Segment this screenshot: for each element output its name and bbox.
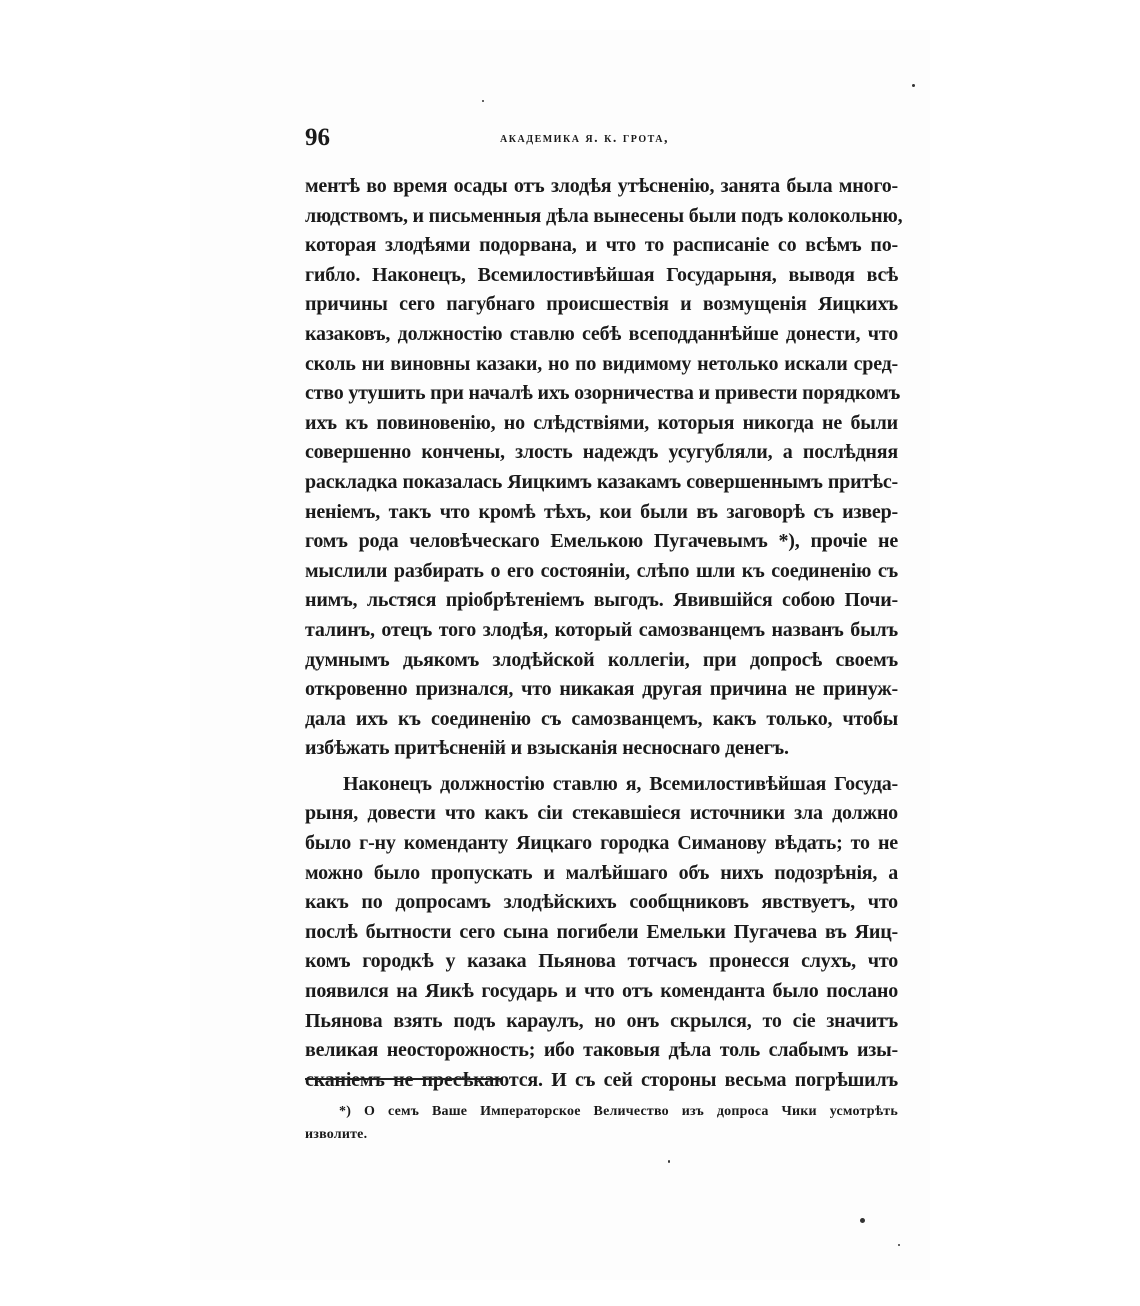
scan-speck bbox=[912, 84, 915, 87]
text-line: Пьянова взять подъ караулъ, но онъ скрылся, то сіе значитъ bbox=[305, 1009, 898, 1032]
text-line: нимъ, льстяся пріобрѣтеніемъ выгодъ. Явившійся собою Почи- bbox=[305, 589, 898, 612]
text-line: появился на Яикѣ государь и что отъ коменданта было послано bbox=[305, 980, 898, 1003]
paragraph-2 bbox=[305, 770, 898, 1096]
text-line: комъ городкѣ у казака Пьянова тотчасъ пронесся слухъ, что bbox=[305, 950, 898, 973]
text-line: можно было пропускать и малѣйшаго объ нихъ подозрѣнія, а bbox=[305, 861, 898, 884]
text-line: неніемъ, такъ что кромѣ тѣхъ, кои были въ заговорѣ съ извер- bbox=[305, 500, 898, 523]
text-line: совершенно кончены, злость надеждъ усугубляли, а послѣдняя bbox=[305, 441, 898, 464]
footnote-line: изволите. bbox=[305, 1127, 368, 1142]
text-line: ихъ къ повиновенію, но слѣдствіями, которыя никогда не были bbox=[305, 411, 898, 434]
text-line: рыня, довести что какъ сіи стекавшіеся источники зла должно bbox=[305, 802, 898, 825]
text-line: талинъ, отецъ того злодѣя, который самозванцемъ названъ былъ bbox=[305, 618, 898, 641]
text-line: гомъ рода человѣческаго Емелькою Пугачевымъ *), прочіе не bbox=[305, 530, 898, 553]
body-text bbox=[305, 172, 903, 1095]
paragraph-1 bbox=[305, 172, 903, 764]
running-title: академика я. к. грота, bbox=[500, 131, 669, 146]
footnote bbox=[305, 1100, 898, 1146]
scan-speck bbox=[860, 1218, 865, 1223]
text-line: великая неосторожность; ибо таковыя дѣла толь слабымъ изы- bbox=[305, 1039, 898, 1062]
text-line: которая злодѣями подорвана, и что то расписаніе со всѣмъ по- bbox=[305, 234, 898, 257]
text-line: мыслили разбирать о его состояніи, слѣпо шли къ соединенію съ bbox=[305, 559, 898, 582]
footnote-line: *) О семъ Ваше Императорское Величество изъ допроса Чики усмотрѣть bbox=[339, 1104, 898, 1119]
text-line: раскладка показалась Яицкимъ казакамъ совершеннымъ притѣс- bbox=[305, 470, 898, 493]
text-line: Наконецъ должностію ставлю я, Всемилостивѣйшая Госуда- bbox=[343, 772, 898, 795]
page-number: 96 bbox=[305, 124, 330, 151]
text-line: причины сего пагубнаго происшествія и возмущенія Яицкихъ bbox=[305, 293, 898, 316]
text-line: сканіемъ не пресѣкаются. И съ сей стороны весьма погрѣшилъ bbox=[305, 1068, 898, 1091]
text-line: послѣ бытности сего сына погибели Емельки Пугачева въ Яиц- bbox=[305, 920, 898, 943]
scan-speck bbox=[898, 1244, 900, 1246]
text-line: людствомъ, и письменныя дѣла вынесены были подъ колокольню, bbox=[305, 204, 903, 227]
page-header bbox=[305, 124, 900, 160]
text-line: дала ихъ къ соединенію съ самозванцемъ, какъ только, чтобы bbox=[305, 707, 898, 730]
text-line: откровенно признался, что никакая другая причина не принуж- bbox=[305, 678, 898, 701]
text-line: какъ по допросамъ злодѣйскихъ сообщниковъ явствуетъ, что bbox=[305, 891, 898, 914]
text-line: было г-ну коменданту Яицкаго городка Симанову вѣдать; то не bbox=[305, 832, 898, 855]
scan-speck bbox=[668, 1160, 670, 1163]
text-line: ство утушить при началѣ ихъ озорничества и привести порядкомъ bbox=[305, 382, 901, 405]
footnote-divider bbox=[305, 1078, 501, 1080]
text-line: ментѣ во время осады отъ злодѣя утѣсненію, занята была много- bbox=[305, 175, 898, 197]
text-line: сколь ни виновны казаки, но по видимому нетолько искали сред- bbox=[305, 352, 898, 375]
text-line: избѣжать притѣсненій и взысканія несноснаго денегъ. bbox=[305, 737, 789, 760]
text-line: гибло. Наконецъ, Всемилостивѣйшая Государыня, выводя всѣ bbox=[305, 263, 898, 286]
text-line: казаковъ, должностію ставлю себѣ всеподданнѣйше донести, что bbox=[305, 322, 898, 345]
text-line: думнымъ дьякомъ злодѣйской коллегіи, при допросѣ своемъ bbox=[305, 648, 898, 671]
scan-speck bbox=[482, 100, 484, 102]
